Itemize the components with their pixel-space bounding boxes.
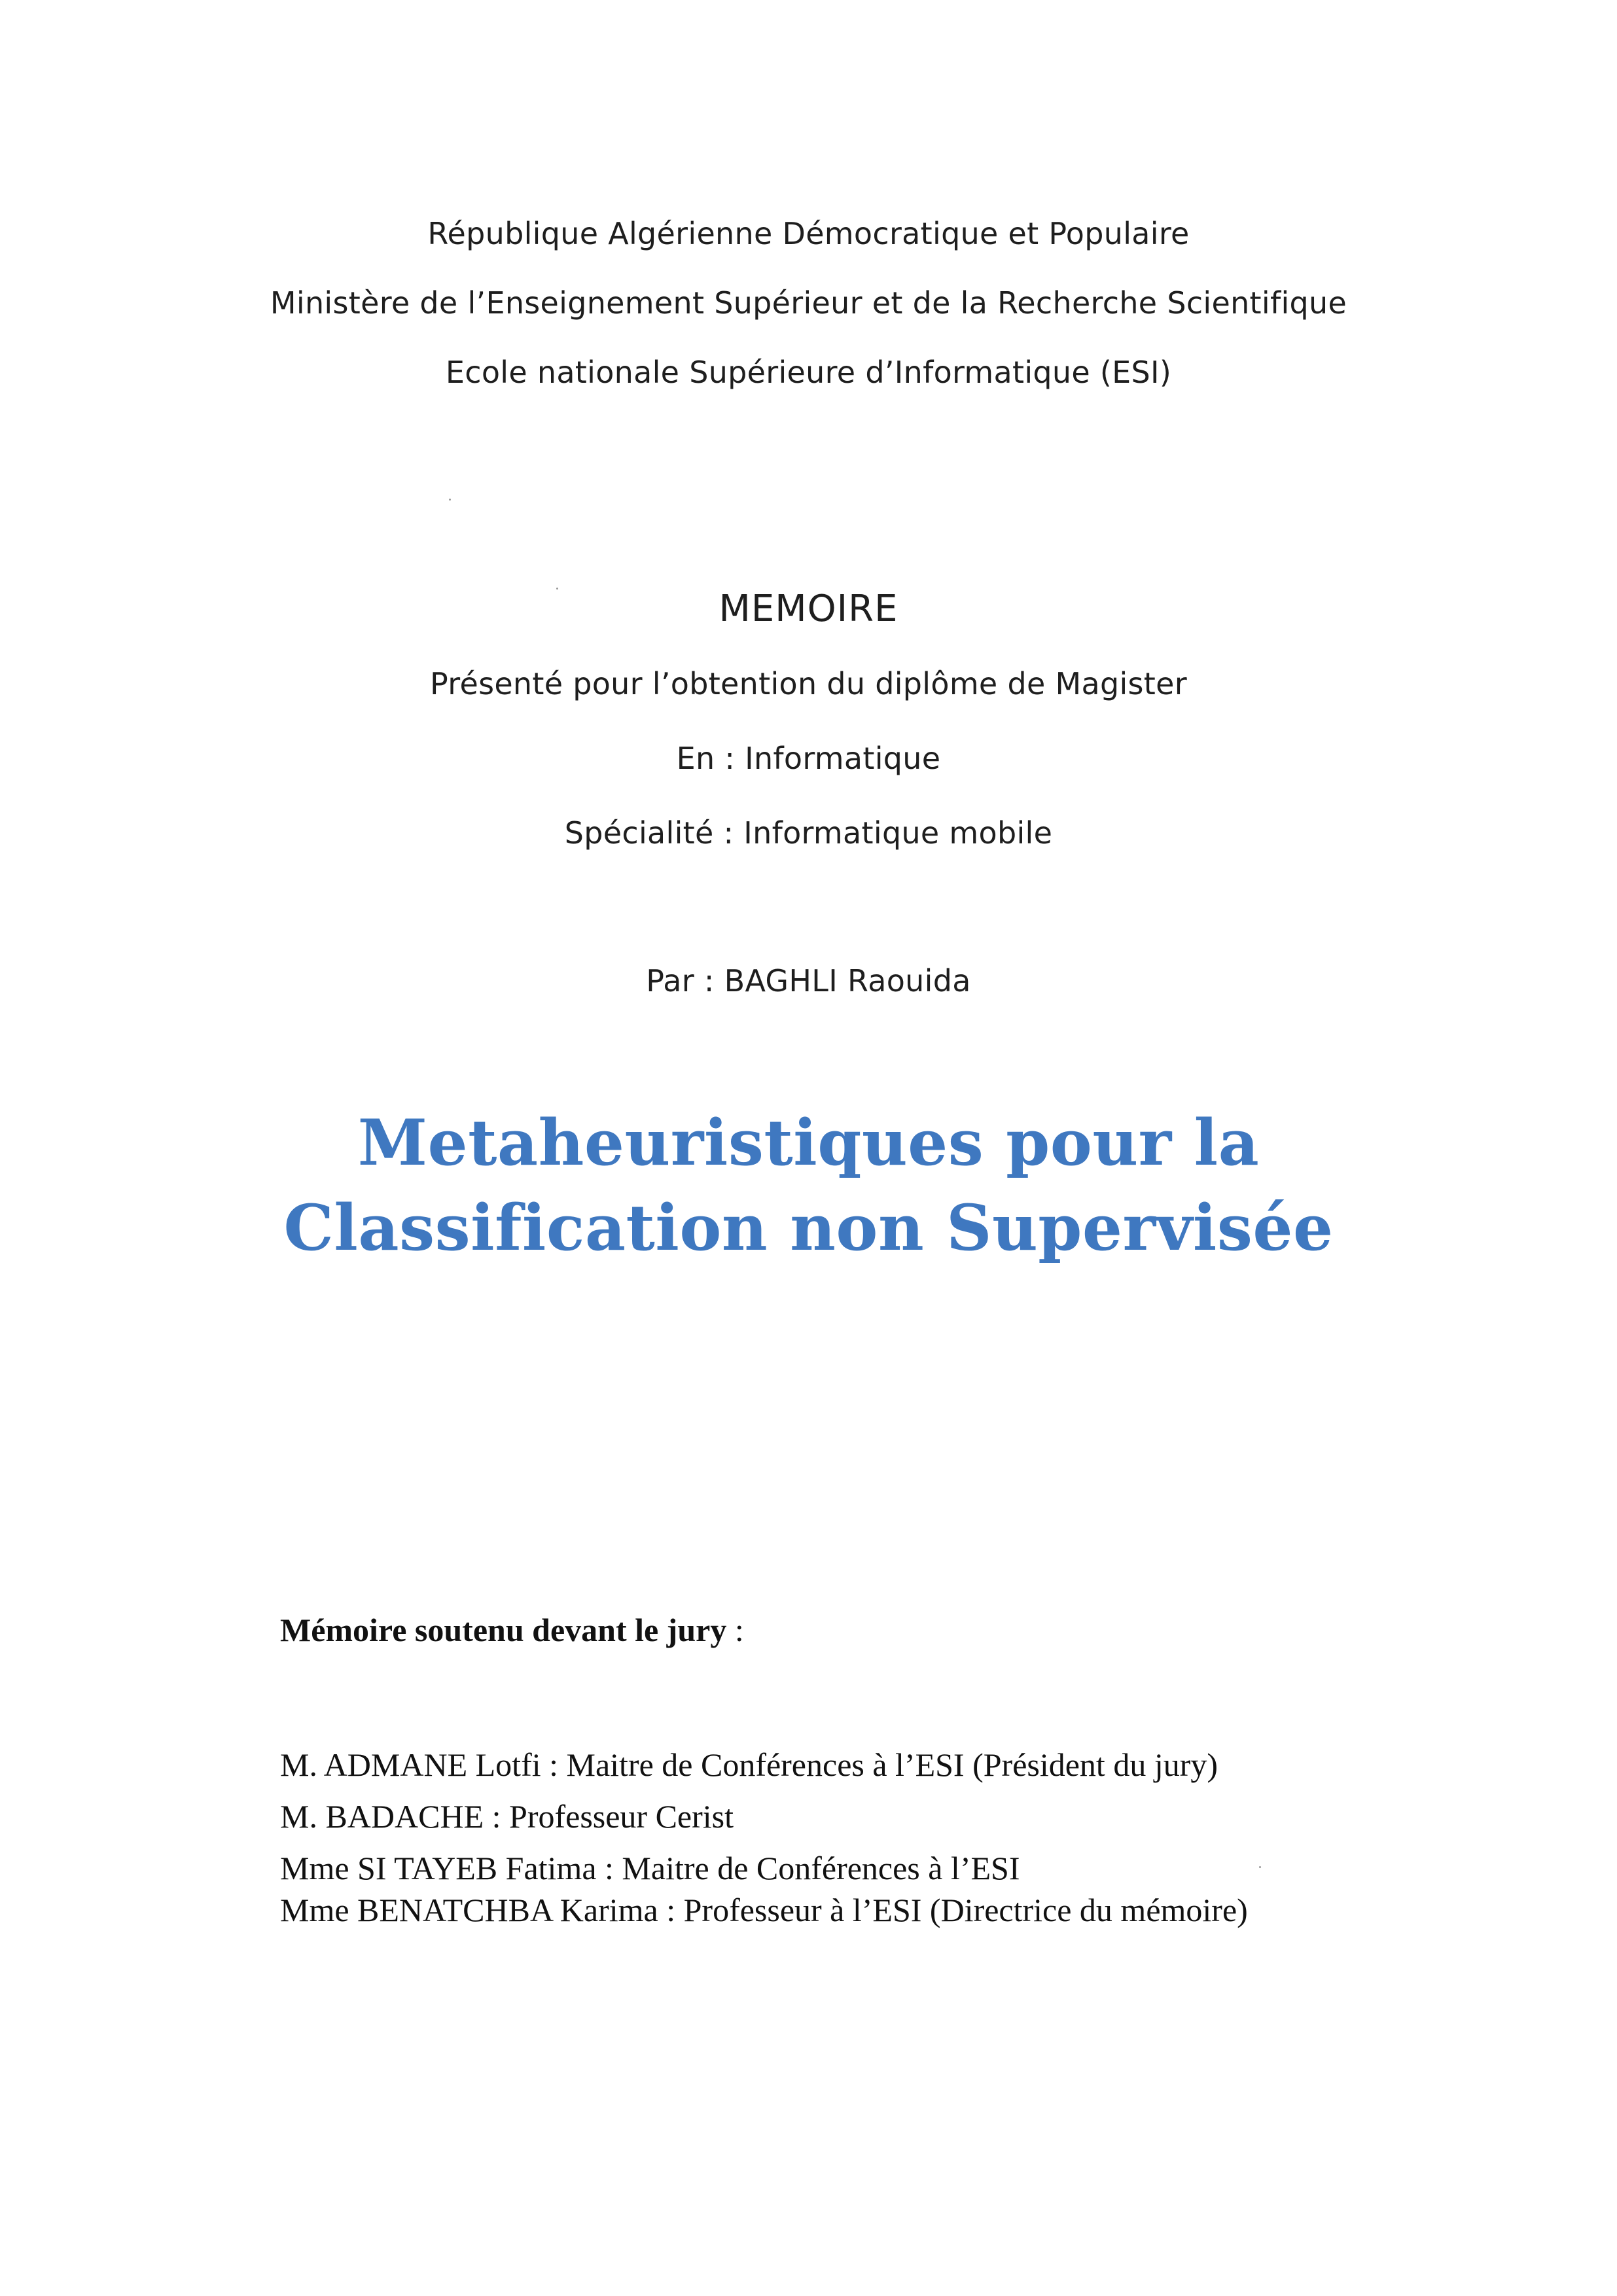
jury-heading-text: Mémoire soutenu devant le jury	[280, 1612, 727, 1648]
diploma-line: Présenté pour l’obtention du diplôme de Magister	[430, 666, 1187, 701]
scan-speck	[1259, 1866, 1261, 1868]
header-republique: République Algérienne Démocratique et Populaire	[427, 216, 1190, 251]
scan-speck	[449, 499, 451, 501]
jury-member: Mme SI TAYEB Fatima : Maitre de Conférences à l’ESI	[280, 1850, 1020, 1886]
specialty-line: Spécialité : Informatique mobile	[564, 815, 1053, 851]
header-ecole: Ecole nationale Supérieure d’Informatique (ESI)	[445, 355, 1172, 390]
jury-member: M. BADACHE : Professeur Cerist	[280, 1798, 734, 1835]
field-line: En : Informatique	[676, 741, 941, 776]
jury-member: Mme BENATCHBA Karima : Professeur à l’ESI (Directrice du mémoire)	[280, 1892, 1248, 1928]
author-line: Par : BAGHLI Raouida	[646, 963, 971, 998]
jury-member: M. ADMANE Lotfi : Maitre de Conférences à l’ESI (Président du jury)	[280, 1746, 1218, 1783]
thesis-title-line-2: Classification non Supervisée	[283, 1191, 1334, 1265]
jury-heading-colon: :	[726, 1612, 744, 1648]
header-ministere: Ministère de l’Enseignement Supérieur et de la Recherche Scientifique	[270, 285, 1347, 321]
memoire-heading: MEMOIRE	[719, 588, 898, 630]
jury-heading	[280, 1611, 744, 1649]
thesis-title-line-1: Metaheuristiques pour la	[357, 1106, 1260, 1180]
